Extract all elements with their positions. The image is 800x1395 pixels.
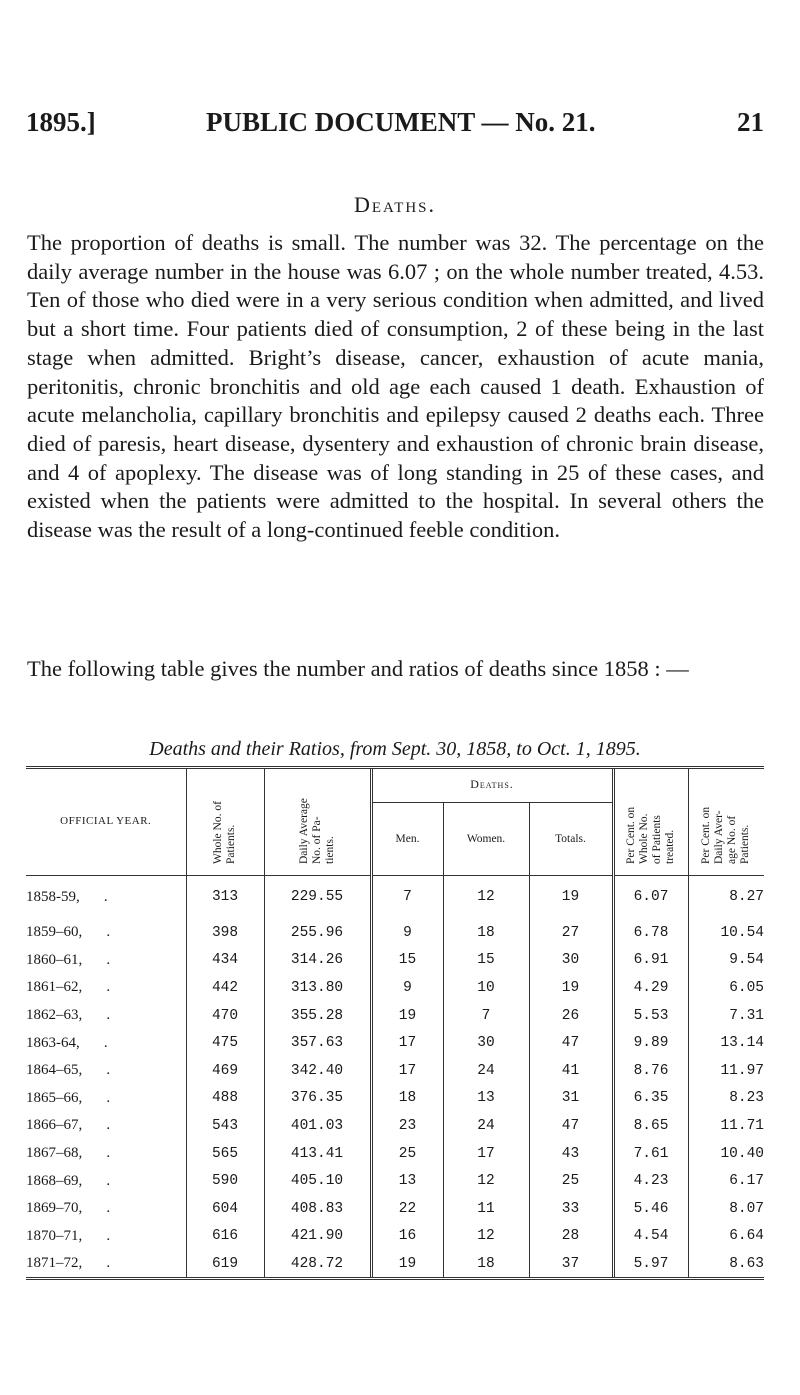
cell-pct-whole: 4.29: [613, 974, 688, 1002]
cell-pct-daily: 8.27: [688, 875, 764, 919]
leader-dot: .: [103, 1034, 108, 1051]
year-label: 1859–60,: [26, 924, 83, 941]
cell-pct-whole: 9.89: [613, 1029, 688, 1057]
cell-totals: 43: [529, 1140, 613, 1168]
cell-daily: 413.41: [264, 1140, 371, 1168]
cell-pct-whole: 4.23: [613, 1167, 688, 1195]
cell-pct-whole: 6.35: [613, 1085, 688, 1113]
col-header-men: Men.: [371, 802, 443, 875]
col-header-totals: Totals.: [529, 802, 613, 875]
cell-women: 12: [443, 1223, 529, 1251]
cell-daily: 255.96: [264, 919, 371, 947]
cell-men: 25: [371, 1140, 443, 1168]
cell-pct-whole: 5.46: [613, 1195, 688, 1223]
cell-year: [26, 1029, 186, 1057]
cell-totals: 37: [529, 1250, 613, 1278]
cell-totals: 47: [529, 1029, 613, 1057]
cell-pct-whole: 4.54: [613, 1223, 688, 1251]
cell-men: 19: [371, 1002, 443, 1030]
cell-daily: 408.83: [264, 1195, 371, 1223]
table-body: [26, 875, 764, 1278]
year-label: 1864–65,: [26, 1062, 83, 1079]
cell-year: [26, 1223, 186, 1251]
cell-pct-daily: 10.54: [688, 919, 764, 947]
table-row: [26, 1195, 764, 1223]
cell-daily: 314.26: [264, 947, 371, 975]
cell-whole: 619: [186, 1250, 264, 1278]
cell-men: 15: [371, 947, 443, 975]
cell-men: 22: [371, 1195, 443, 1223]
col-header-daily: [264, 768, 371, 875]
cell-pct-whole: 8.76: [613, 1057, 688, 1085]
cell-men: 17: [371, 1029, 443, 1057]
leader-dot: .: [106, 1227, 111, 1244]
header-title: PUBLIC DOCUMENT — No. 21.: [206, 107, 596, 137]
leader-dot: .: [106, 1200, 111, 1217]
running-header: [26, 107, 764, 139]
cell-totals: 27: [529, 919, 613, 947]
cell-year: [26, 1195, 186, 1223]
year-label: 1871–72,: [26, 1255, 83, 1272]
table-row: [26, 1112, 764, 1140]
cell-whole: 434: [186, 947, 264, 975]
cell-whole: 616: [186, 1223, 264, 1251]
cell-women: 12: [443, 875, 529, 919]
cell-pct-daily: 7.31: [688, 1002, 764, 1030]
col-header-year: OFFICIAL YEAR.: [26, 768, 186, 875]
col-header-whole-text: Whole No. of Patients.: [212, 800, 237, 864]
cell-totals: 19: [529, 974, 613, 1002]
cell-pct-daily: 11.71: [688, 1112, 764, 1140]
cell-year: [26, 1140, 186, 1168]
cell-women: 17: [443, 1140, 529, 1168]
cell-pct-daily: 8.07: [688, 1195, 764, 1223]
cell-women: 24: [443, 1057, 529, 1085]
year-label: 1865–66,: [26, 1089, 83, 1106]
cell-men: 13: [371, 1167, 443, 1195]
cell-women: 7: [443, 1002, 529, 1030]
deaths-table: [26, 768, 764, 1278]
table-row: [26, 947, 764, 975]
cell-daily: 421.90: [264, 1223, 371, 1251]
col-header-women: Women.: [443, 802, 529, 875]
cell-pct-daily: 8.23: [688, 1085, 764, 1113]
table-row: [26, 1167, 764, 1195]
cell-women: 10: [443, 974, 529, 1002]
cell-year: [26, 875, 186, 919]
leader-dot: .: [103, 888, 108, 905]
col-header-pct-daily-text: Per Cent. on Daily Aver- age No. of Patients.: [700, 806, 752, 864]
cell-pct-daily: 13.14: [688, 1029, 764, 1057]
leader-dot: .: [106, 1172, 111, 1189]
cell-pct-whole: 6.07: [613, 875, 688, 919]
cell-totals: 47: [529, 1112, 613, 1140]
cell-totals: 41: [529, 1057, 613, 1085]
cell-year: [26, 1167, 186, 1195]
cell-totals: 28: [529, 1223, 613, 1251]
leader-dot: .: [106, 1089, 111, 1106]
cell-whole: 604: [186, 1195, 264, 1223]
table-row: [26, 1057, 764, 1085]
year-label: 1866–67,: [26, 1117, 83, 1134]
table-row: [26, 974, 764, 1002]
cell-pct-daily: 8.63: [688, 1250, 764, 1278]
cell-year: [26, 1085, 186, 1113]
cell-totals: 31: [529, 1085, 613, 1113]
cell-year: [26, 1250, 186, 1278]
year-label: 1869–70,: [26, 1200, 83, 1217]
year-label: 1860–61,: [26, 951, 83, 968]
cell-pct-whole: 6.78: [613, 919, 688, 947]
cell-pct-daily: 11.97: [688, 1057, 764, 1085]
cell-women: 24: [443, 1112, 529, 1140]
table-row: [26, 919, 764, 947]
leader-dot: .: [106, 979, 111, 996]
cell-whole: 565: [186, 1140, 264, 1168]
leader-dot: .: [106, 1145, 111, 1162]
cell-men: 16: [371, 1223, 443, 1251]
leader-dot: .: [106, 924, 111, 941]
section-title: Deaths.: [353, 192, 437, 217]
cell-year: [26, 1057, 186, 1085]
year-label: 1867–68,: [26, 1145, 83, 1162]
col-header-pct-whole: [613, 768, 688, 875]
col-header-pct-whole-text: Per Cent. on Whole No. of Patients treated.: [625, 806, 676, 864]
leader-dot: .: [106, 951, 111, 968]
cell-whole: 313: [186, 875, 264, 919]
cell-women: 30: [443, 1029, 529, 1057]
cell-whole: 543: [186, 1112, 264, 1140]
leader-dot: .: [106, 1117, 111, 1134]
cell-daily: 428.72: [264, 1250, 371, 1278]
cell-year: [26, 974, 186, 1002]
year-label: 1870–71,: [26, 1227, 83, 1244]
col-header-whole: [186, 768, 264, 875]
cell-whole: 469: [186, 1057, 264, 1085]
year-label: 1858-59,: [26, 888, 80, 905]
table-row: [26, 1085, 764, 1113]
cell-year: [26, 947, 186, 975]
table-row: [26, 1002, 764, 1030]
cell-totals: 25: [529, 1167, 613, 1195]
cell-women: 11: [443, 1195, 529, 1223]
cell-whole: 442: [186, 974, 264, 1002]
cell-women: 15: [443, 947, 529, 975]
col-header-daily-text: Daily Average No. of Pa- tients.: [297, 797, 336, 864]
cell-pct-whole: 6.91: [613, 947, 688, 975]
paragraph-deaths: The proportion of deaths is small. The number was 32. The percentage on the daily average number in the house was 6.07 ; on the whole number treated, 4.53. Ten of those who died were in a very serious condition when admitted, and lived but a short time. Four patients died of consumption, 2 of these being in the last stage when admitted. Bright’s disease, cancer, exhaustion of acute mania, peritonitis, chronic bronchitis and old age each caused 1 death. Exhaustion of acute melancholia, capillary bronchitis and epilepsy caused 2 deaths each. Three died of paresis, heart disease, dysentery and exhaustion of chronic brain disease, and 4 of apoplexy. The disease was of long standing in 25 of these cases, and existed when the patients were admitted to the hospital. In several others the disease was the result of a long-continued feeble condition.: [27, 230, 764, 543]
cell-daily: 342.40: [264, 1057, 371, 1085]
cell-whole: 590: [186, 1167, 264, 1195]
paragraph-table-intro: The following table gives the number and ratios of deaths since 1858 : —: [27, 656, 689, 681]
cell-whole: 488: [186, 1085, 264, 1113]
col-header-pct-daily: [688, 768, 764, 875]
cell-men: 23: [371, 1112, 443, 1140]
cell-pct-whole: 7.61: [613, 1140, 688, 1168]
cell-daily: 355.28: [264, 1002, 371, 1030]
table-row: [26, 1140, 764, 1168]
cell-daily: 405.10: [264, 1167, 371, 1195]
cell-pct-daily: 10.40: [688, 1140, 764, 1168]
cell-totals: 33: [529, 1195, 613, 1223]
cell-pct-daily: 6.17: [688, 1167, 764, 1195]
table-row: [26, 1029, 764, 1057]
header-date: 1895.]: [26, 107, 96, 137]
cell-women: 18: [443, 919, 529, 947]
cell-pct-daily: 6.05: [688, 974, 764, 1002]
cell-men: 19: [371, 1250, 443, 1278]
cell-daily: 376.35: [264, 1085, 371, 1113]
year-label: 1868–69,: [26, 1172, 83, 1189]
table-row: [26, 1223, 764, 1251]
cell-totals: 26: [529, 1002, 613, 1030]
table-row: [26, 1250, 764, 1278]
cell-pct-whole: 5.53: [613, 1002, 688, 1030]
table-bottom-rule: [26, 1277, 764, 1280]
cell-women: 13: [443, 1085, 529, 1113]
cell-whole: 398: [186, 919, 264, 947]
table-row: [26, 875, 764, 919]
cell-daily: 229.55: [264, 875, 371, 919]
cell-daily: 401.03: [264, 1112, 371, 1140]
cell-pct-daily: 6.64: [688, 1223, 764, 1251]
page-number: 21: [737, 107, 764, 137]
cell-whole: 475: [186, 1029, 264, 1057]
cell-men: 9: [371, 974, 443, 1002]
cell-daily: 313.80: [264, 974, 371, 1002]
cell-women: 12: [443, 1167, 529, 1195]
cell-men: 18: [371, 1085, 443, 1113]
cell-pct-daily: 9.54: [688, 947, 764, 975]
leader-dot: .: [106, 1062, 111, 1079]
col-header-deaths: Deaths.: [371, 768, 613, 802]
cell-men: 9: [371, 919, 443, 947]
cell-whole: 470: [186, 1002, 264, 1030]
cell-year: [26, 1112, 186, 1140]
cell-men: 17: [371, 1057, 443, 1085]
cell-daily: 357.63: [264, 1029, 371, 1057]
year-label: 1862–63,: [26, 1007, 83, 1024]
cell-pct-whole: 5.97: [613, 1250, 688, 1278]
leader-dot: .: [106, 1255, 111, 1272]
table-caption: Deaths and their Ratios, from Sept. 30, 1858, to Oct. 1, 1895.: [149, 738, 641, 760]
year-label: 1863-64,: [26, 1034, 80, 1051]
year-label: 1861–62,: [26, 979, 83, 996]
cell-men: 7: [371, 875, 443, 919]
cell-pct-whole: 8.65: [613, 1112, 688, 1140]
cell-women: 18: [443, 1250, 529, 1278]
cell-totals: 19: [529, 875, 613, 919]
cell-year: [26, 1002, 186, 1030]
leader-dot: .: [106, 1007, 111, 1024]
cell-year: [26, 919, 186, 947]
cell-totals: 30: [529, 947, 613, 975]
